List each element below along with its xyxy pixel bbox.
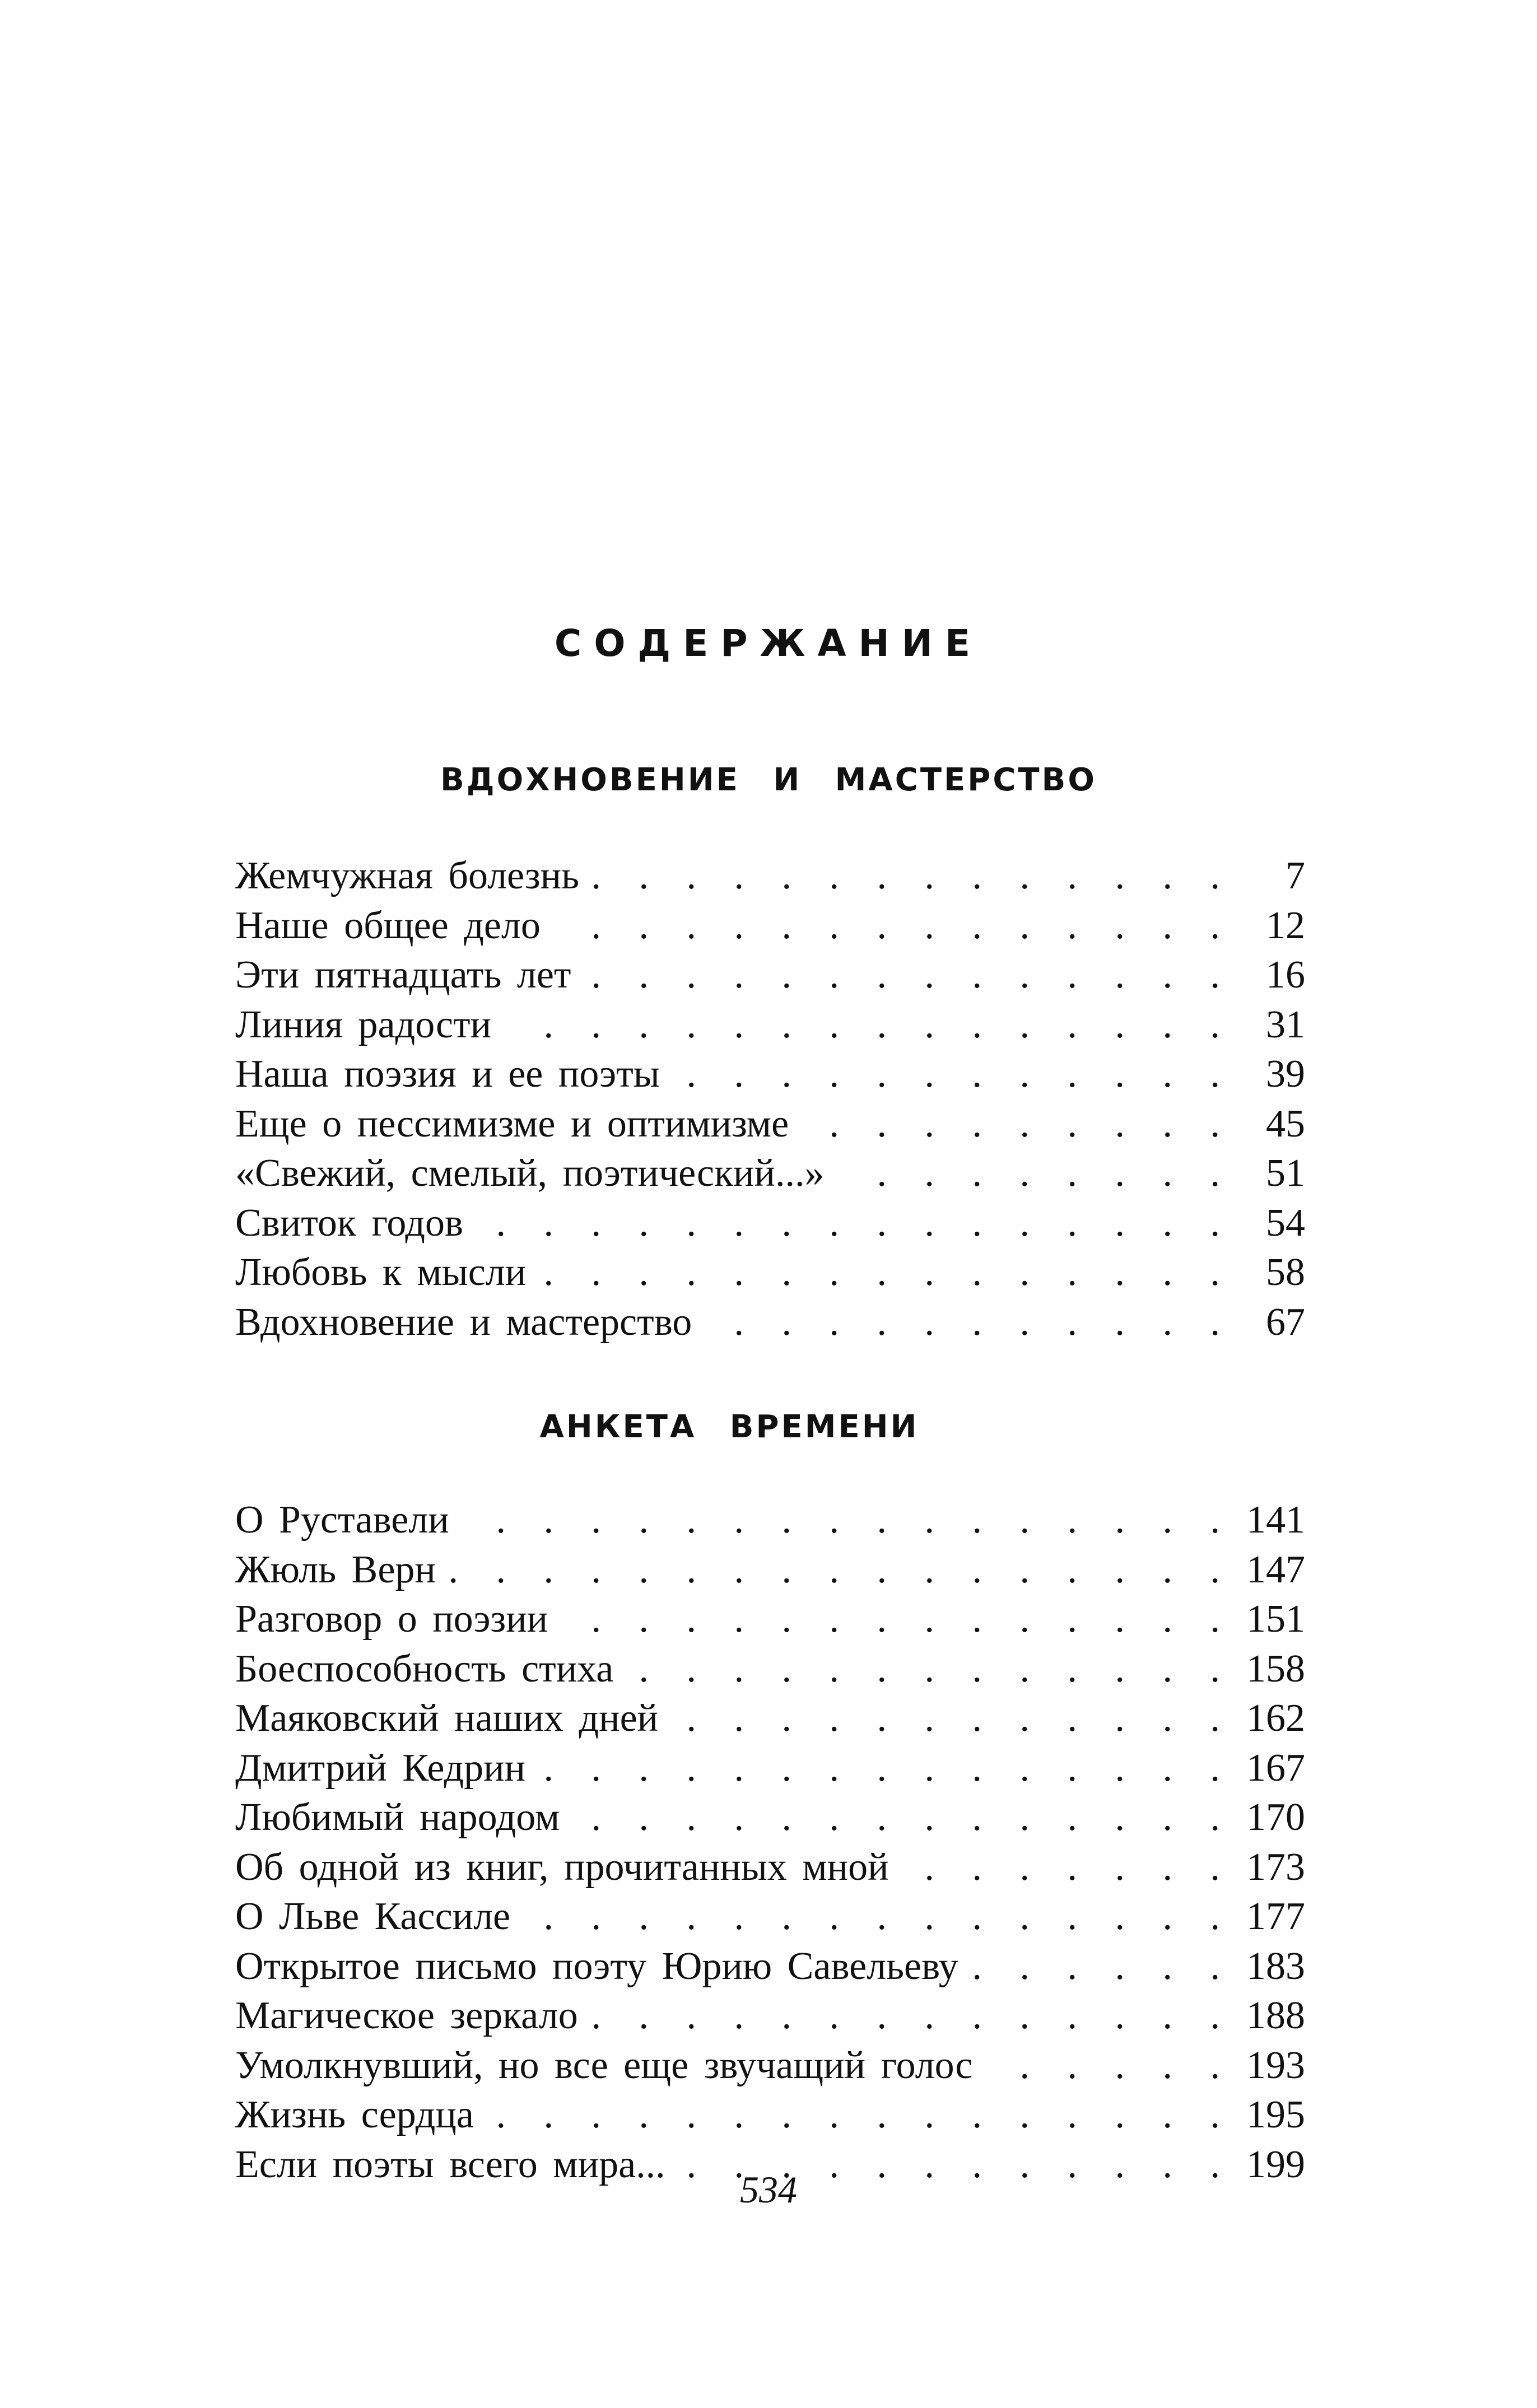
dot-leader bbox=[973, 1942, 1232, 1991]
entry-title: Умолкнувший, но все еще звучащий голос bbox=[235, 2043, 973, 2087]
entry-title: Жемчужная болезнь bbox=[235, 854, 579, 898]
dot-leader bbox=[987, 2041, 1232, 2090]
entry-title: Жизнь сердца bbox=[235, 2093, 474, 2137]
toc-entry bbox=[235, 901, 1305, 951]
dot-leader bbox=[478, 1199, 1232, 1248]
toc-entry bbox=[235, 951, 1305, 1000]
toc-list-anketa bbox=[235, 1496, 1305, 2190]
entry-title: Боеспособность стиха bbox=[235, 1647, 614, 1690]
toc-entry bbox=[235, 1000, 1305, 1050]
entry-title: Линия радости bbox=[235, 1003, 492, 1046]
entry-page-number: 193 bbox=[1246, 2043, 1305, 2087]
entry-page-number: 51 bbox=[1266, 1152, 1305, 1195]
entry-page-number: 45 bbox=[1266, 1102, 1305, 1145]
entry-title: Любимый народом bbox=[235, 1796, 560, 1839]
dot-leader bbox=[506, 1000, 1232, 1050]
section-title-anketa: АНКЕТА ВРЕМЕНИ bbox=[539, 1409, 919, 1445]
dot-leader bbox=[541, 1248, 1232, 1297]
entry-page-number: 188 bbox=[1246, 1994, 1305, 2038]
toc-entry bbox=[235, 1744, 1305, 1794]
entry-page-number: 7 bbox=[1286, 854, 1305, 898]
toc-entry bbox=[235, 1694, 1305, 1744]
entry-page-number: 170 bbox=[1246, 1796, 1305, 1839]
dot-leader bbox=[803, 1100, 1232, 1149]
toc-entry bbox=[235, 2090, 1305, 2140]
entry-title: Если поэты всего мира... bbox=[235, 2142, 665, 2186]
dot-leader bbox=[464, 1496, 1232, 1545]
toc-entry bbox=[235, 1199, 1305, 1249]
dot-leader bbox=[574, 1793, 1232, 1842]
entry-page-number: 58 bbox=[1266, 1251, 1305, 1294]
entry-title: Еще о пессимизме и оптимизме bbox=[235, 1102, 789, 1145]
entry-title: Свиток годов bbox=[235, 1201, 463, 1245]
entry-page-number: 16 bbox=[1266, 953, 1305, 997]
entry-title: Дмитрий Кедрин bbox=[235, 1746, 526, 1790]
dot-leader bbox=[839, 1149, 1232, 1198]
entry-title: Маяковский наших дней bbox=[235, 1697, 659, 1740]
toc-entry bbox=[235, 1496, 1305, 1545]
dot-leader bbox=[593, 1991, 1232, 2041]
entry-page-number: 162 bbox=[1246, 1697, 1305, 1740]
entry-page-number: 54 bbox=[1266, 1201, 1305, 1245]
dot-leader bbox=[525, 1892, 1232, 1941]
entry-title: «Свежий, смелый, поэтический...» bbox=[235, 1152, 825, 1195]
toc-entry bbox=[235, 2041, 1305, 2091]
dot-leader bbox=[673, 1694, 1232, 1743]
entry-title: Магическое зеркало bbox=[235, 1994, 578, 2038]
entry-page-number: 177 bbox=[1246, 1895, 1305, 1939]
dot-leader bbox=[674, 1050, 1232, 1099]
toc-entry bbox=[235, 1645, 1305, 1694]
toc-entry bbox=[235, 1545, 1305, 1595]
entry-page-number: 39 bbox=[1266, 1052, 1305, 1096]
dot-leader bbox=[903, 1843, 1232, 1892]
entry-title: Наше общее дело bbox=[235, 903, 541, 947]
dot-leader bbox=[628, 1645, 1232, 1694]
dot-leader bbox=[488, 2090, 1232, 2140]
toc-entry bbox=[235, 851, 1305, 901]
entry-page-number: 183 bbox=[1246, 1944, 1305, 1988]
toc-entry bbox=[235, 1991, 1305, 2041]
entry-page-number: 141 bbox=[1246, 1498, 1305, 1542]
entry-page-number: 31 bbox=[1266, 1003, 1305, 1046]
toc-entry bbox=[235, 1942, 1305, 1992]
dot-leader bbox=[540, 1744, 1232, 1793]
entry-title: Эти пятнадцать лет bbox=[235, 953, 571, 997]
entry-page-number: 151 bbox=[1246, 1597, 1305, 1641]
toc-entry bbox=[235, 1149, 1305, 1199]
entry-page-number: 12 bbox=[1266, 903, 1305, 947]
entry-page-number: 67 bbox=[1266, 1300, 1305, 1344]
entry-page-number: 158 bbox=[1246, 1647, 1305, 1690]
dot-leader bbox=[555, 901, 1232, 951]
toc-list-vdokhnovenie bbox=[235, 851, 1305, 1347]
dot-leader bbox=[450, 1545, 1232, 1595]
entry-title: Открытое письмо поэту Юрию Савельеву bbox=[235, 1944, 958, 1988]
entry-page-number: 147 bbox=[1246, 1548, 1305, 1591]
toc-entry bbox=[235, 1793, 1305, 1843]
toc-entry bbox=[235, 1298, 1305, 1348]
toc-entry bbox=[235, 1595, 1305, 1645]
entry-title: О Руставели bbox=[235, 1498, 449, 1542]
page-number: 534 bbox=[740, 2168, 797, 2211]
entry-page-number: 167 bbox=[1246, 1746, 1305, 1790]
toc-entry bbox=[235, 1248, 1305, 1298]
entry-title: Жюль Верн bbox=[235, 1548, 436, 1591]
toc-entry bbox=[235, 1843, 1305, 1893]
dot-leader bbox=[585, 951, 1232, 1000]
entry-title: Наша поэзия и ее поэты bbox=[235, 1052, 660, 1096]
dot-leader bbox=[562, 1595, 1232, 1644]
dot-leader bbox=[594, 851, 1232, 901]
toc-entry bbox=[235, 1892, 1305, 1942]
page-title: СОДЕРЖАНИЕ bbox=[554, 622, 983, 665]
toc-entry bbox=[235, 1100, 1305, 1149]
dot-leader bbox=[706, 1298, 1232, 1347]
entry-title: О Льве Кассиле bbox=[235, 1895, 511, 1939]
toc-entry bbox=[235, 1050, 1305, 1100]
entry-title: Разговор о поэзии bbox=[235, 1597, 548, 1641]
entry-page-number: 199 bbox=[1246, 2142, 1305, 2186]
section-title-vdokhnovenie: ВДОХНОВЕНИЕ И МАСТЕРСТВО bbox=[440, 762, 1097, 798]
entry-title: Вдохновение и мастерство bbox=[235, 1300, 692, 1344]
entry-page-number: 173 bbox=[1246, 1845, 1305, 1889]
entry-page-number: 195 bbox=[1246, 2093, 1305, 2137]
entry-title: Любовь к мысли bbox=[235, 1251, 527, 1294]
entry-title: Об одной из книг, прочитанных мной bbox=[235, 1845, 889, 1889]
